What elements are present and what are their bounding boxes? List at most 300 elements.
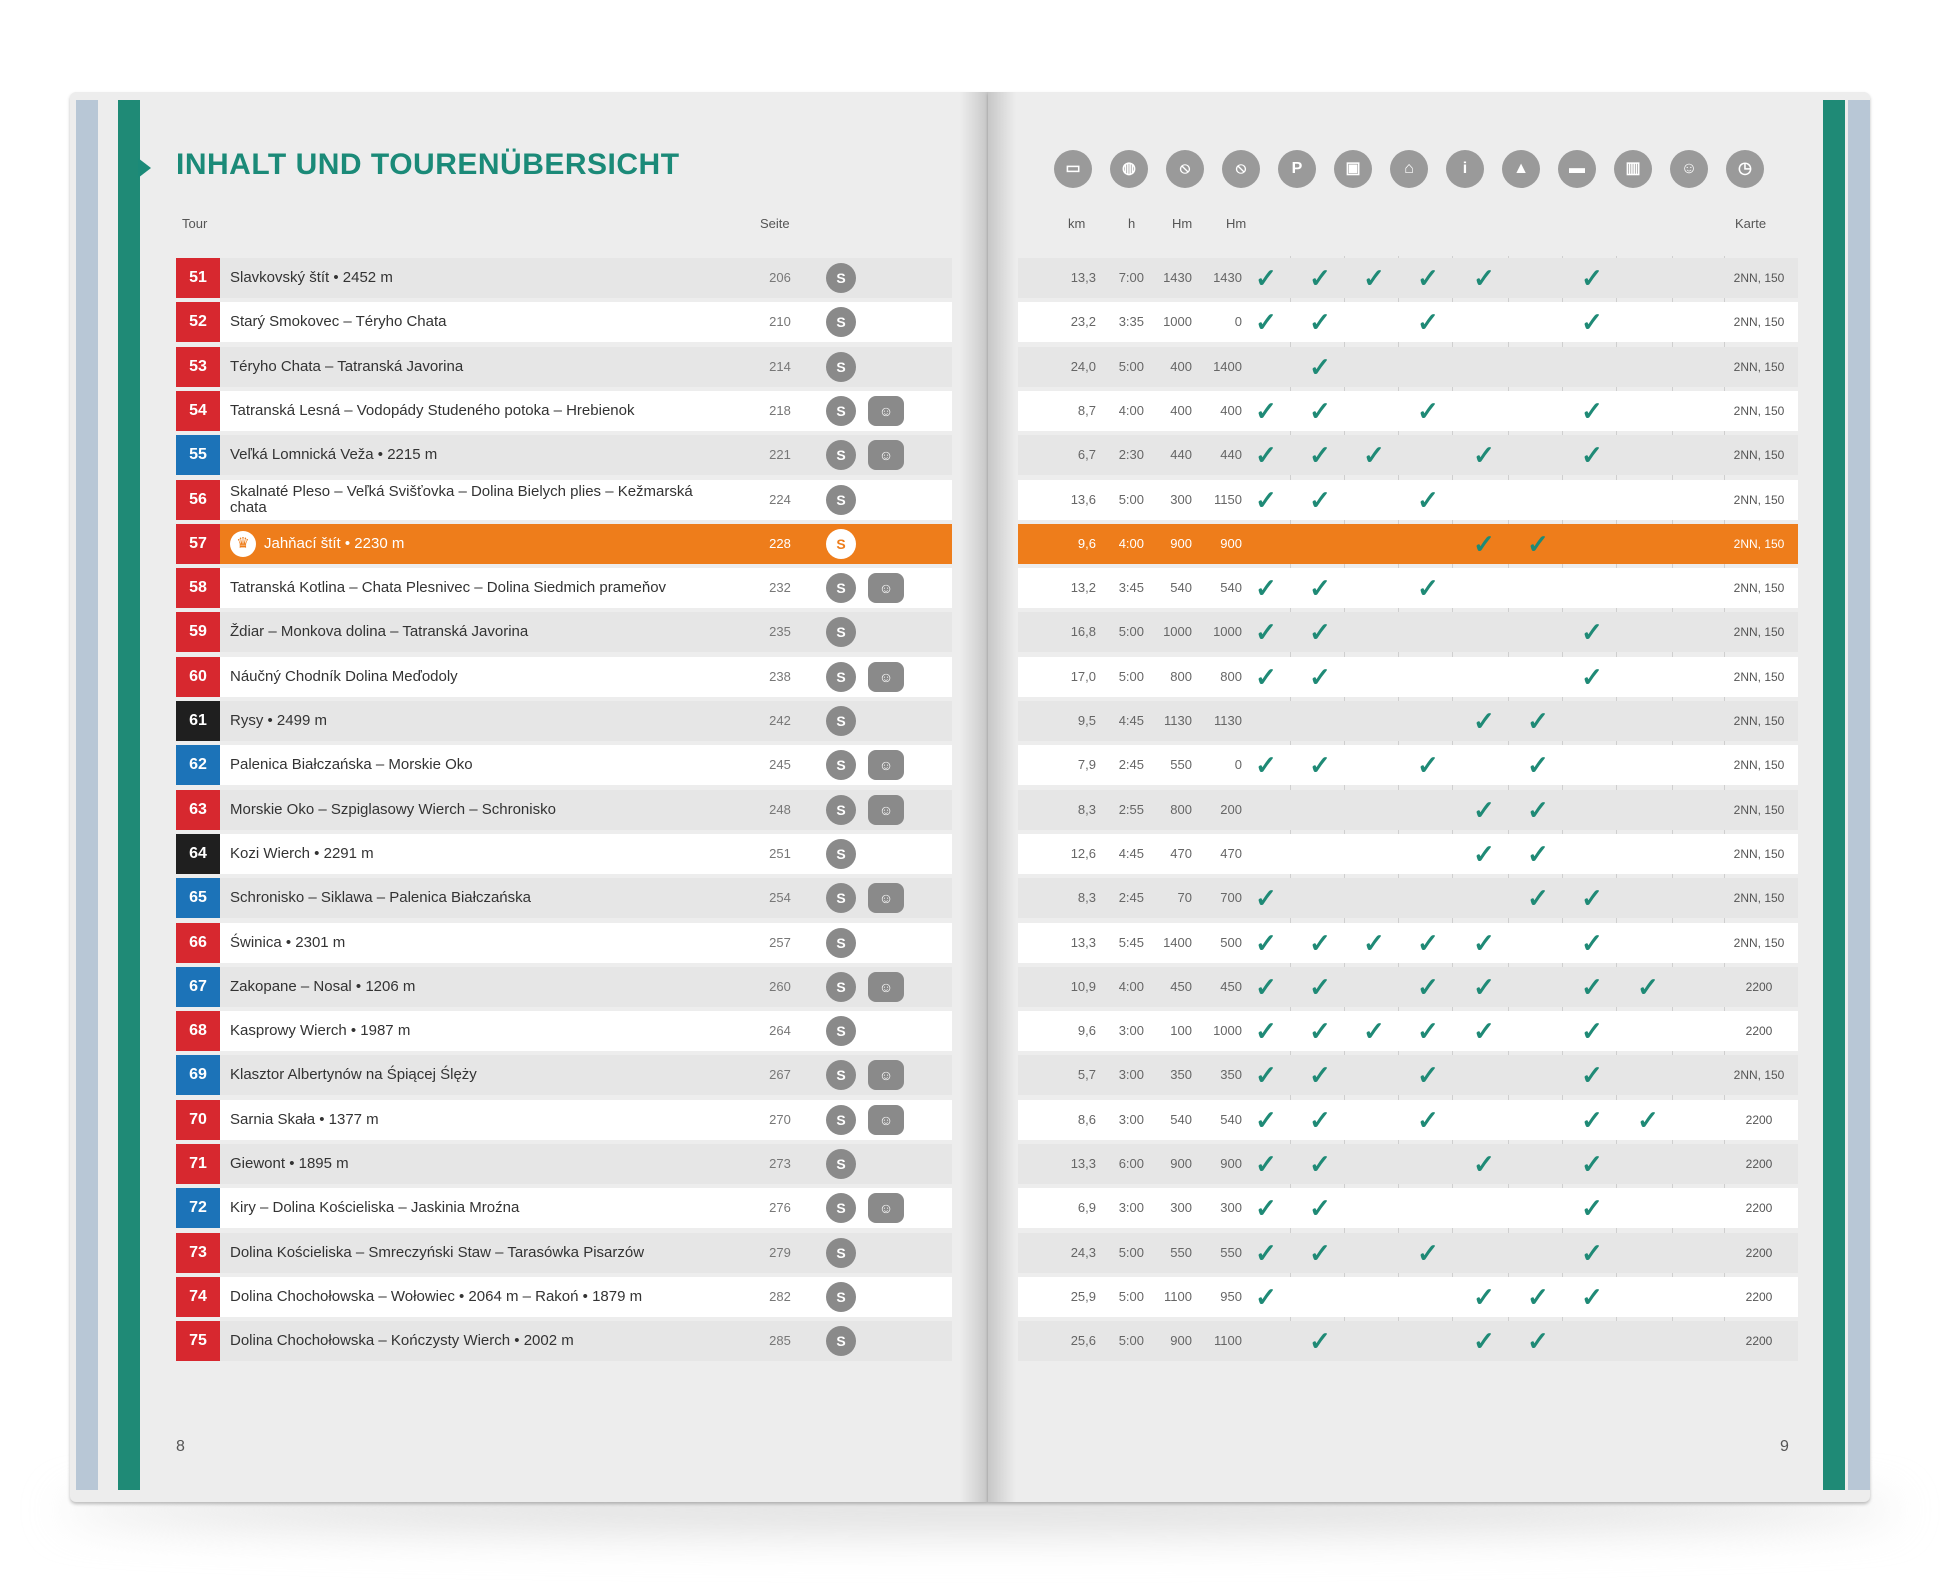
map-reference: 2200 [1745,1024,1773,1038]
duration-value: 4:00 [1118,979,1144,994]
restaurant-icon: ▥ [1614,150,1652,188]
checkmark-icon: ✓ [1255,1238,1277,1268]
col-header-hm-up: Hm [1172,216,1193,231]
tour-number: 71 [176,1144,220,1184]
tour-name [230,1055,730,1095]
tour-name-text: Rysy • 2499 m [230,712,327,729]
duration-value: 2:45 [1118,890,1144,905]
difficulty-badge-icon: S [826,1193,856,1223]
duration-value: 5:00 [1118,1333,1144,1348]
checkmark-icon: ✓ [1417,573,1439,603]
tour-number: 53 [176,347,220,387]
tour-name-text: Dolina Chochołowska – Wołowiec • 2064 m – Rakoń • 1879 m [230,1288,643,1305]
distance-value: 6,7 [1077,447,1096,462]
difficulty-badge-icon: S [826,396,856,426]
bus-icon: ▭ [1054,150,1092,188]
checkmark-icon: ✓ [1527,1282,1549,1312]
checkmark-icon: ✓ [1255,1193,1277,1223]
checkmark-icon: ✓ [1581,662,1603,692]
ascent-value: 350 [1170,1067,1192,1082]
tour-name-text: Morskie Oko – Szpiglasowy Wierch – Schronisko [230,801,556,818]
checkmark-icon: ✓ [1527,839,1549,869]
map-reference: 2200 [1745,1157,1773,1171]
ascent-value: 440 [1170,447,1192,462]
checkmark-icon: ✓ [1637,1105,1659,1135]
tour-name-text: Náučný Chodník Dolina Meďodoly [230,668,458,685]
checkmark-icon: ✓ [1309,972,1331,1002]
checkmark-icon: ✓ [1309,352,1331,382]
tour-page: 221 [769,447,791,462]
duration-value: 6:00 [1118,1156,1144,1171]
descent-value: 1000 [1213,624,1242,639]
checkmark-icon: ✓ [1309,396,1331,426]
ascent-value: 300 [1170,492,1192,507]
checkmark-icon: ✓ [1581,1105,1603,1135]
top-tour-icon: ♛ [230,531,256,557]
distance-value: 8,3 [1077,802,1096,817]
duration-value: 3:00 [1118,1112,1144,1127]
difficulty-badge-icon: S [826,1060,856,1090]
map-reference: 2200 [1745,1290,1773,1304]
tour-name-text: Veľká Lomnická Veža • 2215 m [230,446,438,463]
difficulty-badge-icon: S [826,1105,856,1135]
checkmark-icon: ✓ [1309,750,1331,780]
difficulty-badge-icon: S [826,263,856,293]
checkmark-icon: ✓ [1309,1193,1331,1223]
tour-page: 245 [769,757,791,772]
ascent-value: 300 [1170,1200,1192,1215]
checkmark-icon: ✓ [1255,1105,1277,1135]
checkmark-icon: ✓ [1255,263,1277,293]
tour-number: 72 [176,1188,220,1228]
checkmark-icon: ✓ [1309,440,1331,470]
tour-number: 75 [176,1321,220,1361]
col-header-h: h [1128,216,1136,231]
tour-number: 67 [176,967,220,1007]
duration-value: 3:45 [1118,580,1144,595]
distance-value: 10,9 [1070,979,1096,994]
checkmark-icon: ✓ [1637,972,1659,1002]
cable-car-icon: ▬ [1558,150,1596,188]
map-reference: 2NN, 150 [1733,714,1785,728]
family-badge-icon: ☺ [868,972,904,1002]
difficulty-badge-icon: S [826,706,856,736]
tour-number: 58 [176,568,220,608]
map-reference: 2NN, 150 [1733,625,1785,639]
difficulty-badge-icon: S [826,573,856,603]
family-badge-icon: ☺ [868,662,904,692]
difficulty-badge-icon: S [826,485,856,515]
tour-name-text: Giewont • 1895 m [230,1155,349,1172]
descent-value: 200 [1220,802,1242,817]
checkmark-icon: ✓ [1581,1193,1603,1223]
checkmark-icon: ✓ [1417,485,1439,515]
checkmark-icon: ✓ [1581,1060,1603,1090]
ascent-value: 1000 [1163,314,1192,329]
family-badge-icon: ☺ [868,1105,904,1135]
tour-number: 61 [176,701,220,741]
page-number-right: 9 [1780,1438,1789,1455]
map-reference: 2200 [1745,980,1773,994]
checkmark-icon: ✓ [1309,617,1331,647]
ascent-value: 550 [1170,757,1192,772]
duration-value: 7:00 [1118,270,1144,285]
checkmark-icon: ✓ [1417,750,1439,780]
map-reference: 2NN, 150 [1733,448,1785,462]
checkmark-icon: ✓ [1255,928,1277,958]
distance-value: 13,6 [1070,492,1096,507]
page-gutter [960,92,1016,1502]
tour-page: 210 [769,314,791,329]
checkmark-icon: ✓ [1309,573,1331,603]
descent-value: 1150 [1214,492,1242,507]
descent-value: 550 [1220,1245,1242,1260]
map-reference: 2200 [1745,1246,1773,1260]
tour-name-text: Dolina Kościeliska – Smreczyński Staw – Tarasówka Pisarzów [230,1244,645,1261]
difficulty-badge-icon: S [826,529,856,559]
distance-value: 7,9 [1077,757,1096,772]
checkmark-icon: ✓ [1255,396,1277,426]
tour-name-text: Starý Smokovec – Téryho Chata [230,313,447,330]
checkmark-icon: ✓ [1581,307,1603,337]
family-badge-icon: ☺ [868,883,904,913]
descent-value: 0 [1234,757,1242,772]
checkmark-icon: ✓ [1581,1282,1603,1312]
distance-value: 13,3 [1070,1156,1096,1171]
hut-icon: ⌂ [1390,150,1428,188]
tour-name [230,790,730,830]
descent-value: 1400 [1213,359,1242,374]
checkmark-icon: ✓ [1309,1016,1331,1046]
family-badge-icon: ☺ [868,1060,904,1090]
col-header-seite: Seite [760,216,790,231]
descent-value: 500 [1220,935,1242,950]
difficulty-badge-icon: S [826,839,856,869]
tour-name [230,1188,730,1228]
checkmark-icon: ✓ [1527,750,1549,780]
descent-value: 1430 [1213,270,1242,285]
descent-value: 0 [1234,314,1242,329]
checkmark-icon: ✓ [1417,1016,1439,1046]
tour-number: 69 [176,1055,220,1095]
difficulty-badge-icon: S [826,307,856,337]
map-reference: 2200 [1745,1113,1773,1127]
checkmark-icon: ✓ [1417,263,1439,293]
tour-name [230,1277,730,1317]
tour-number: 68 [176,1011,220,1051]
tour-page: 285 [769,1333,791,1348]
tour-page: 228 [769,536,791,551]
descent-value: 800 [1220,669,1242,684]
checkmark-icon: ✓ [1581,928,1603,958]
tour-number: 65 [176,878,220,918]
tour-number: 54 [176,391,220,431]
tour-page: 264 [769,1023,791,1038]
checkmark-icon: ✓ [1581,263,1603,293]
distance-value: 9,6 [1077,536,1096,551]
tour-number: 59 [176,612,220,652]
checkmark-icon: ✓ [1255,573,1277,603]
checkmark-icon: ✓ [1473,263,1495,293]
distance-value: 13,2 [1070,580,1096,595]
ascent-value: 1130 [1164,713,1192,728]
tour-page: 276 [769,1200,791,1215]
distance-value: 16,8 [1070,624,1096,639]
distance-value: 17,0 [1070,669,1096,684]
tour-name [230,391,730,431]
descent-value: 440 [1220,447,1242,462]
tour-name [230,967,730,1007]
checkmark-icon: ✓ [1581,1238,1603,1268]
checkmark-icon: ✓ [1255,440,1277,470]
tour-number: 51 [176,258,220,298]
checkmark-icon: ✓ [1309,1238,1331,1268]
descent-value: 400 [1220,403,1242,418]
col-header-hm-down: Hm [1226,216,1247,231]
duration-value: 3:00 [1118,1200,1144,1215]
checkmark-icon: ✓ [1527,883,1549,913]
map-reference: 2NN, 150 [1733,404,1785,418]
checkmark-icon: ✓ [1309,307,1331,337]
tour-page: 248 [769,802,791,817]
tour-name-text: Téryho Chata – Tatranská Javorina [230,358,464,375]
checkmark-icon: ✓ [1417,1060,1439,1090]
tour-name-text: Schronisko – Siklawa – Palenica Białczańska [230,889,531,906]
descent-value: 900 [1220,536,1242,551]
map-reference: 2NN, 150 [1733,891,1785,905]
tour-page: 279 [769,1245,791,1260]
checkmark-icon: ✓ [1581,972,1603,1002]
tour-name-text: Sarnia Skała • 1377 m [230,1111,379,1128]
tour-number: 66 [176,923,220,963]
checkmark-icon: ✓ [1255,883,1277,913]
descent-value: 700 [1220,890,1242,905]
tour-name-text: Slavkovský štít • 2452 m [230,269,393,286]
checkmark-icon: ✓ [1417,307,1439,337]
checkmark-icon: ✓ [1309,1105,1331,1135]
ascent-value: 470 [1170,846,1192,861]
checkmark-icon: ✓ [1581,440,1603,470]
tour-name-text: Świnica • 2301 m [230,934,346,951]
tour-name [230,1321,730,1361]
descent-value: 900 [1220,1156,1242,1171]
ascent-value: 540 [1170,1112,1192,1127]
ascent-value: 1000 [1163,624,1192,639]
tour-name [230,258,730,298]
tour-page: 235 [769,624,791,639]
tour-name-text: Kiry – Dolina Kościeliska – Jaskinia Mroźna [230,1199,520,1216]
checkmark-icon: ✓ [1255,1282,1277,1312]
tour-name [230,302,730,342]
duration-value: 3:00 [1118,1023,1144,1038]
checkmark-icon: ✓ [1473,795,1495,825]
tour-name-text: Jahňací štít • 2230 m [264,535,405,552]
ascent-value: 100 [1170,1023,1192,1038]
checkmark-icon: ✓ [1473,1016,1495,1046]
checkmark-icon: ✓ [1527,706,1549,736]
tour-number: 63 [176,790,220,830]
tour-name [230,1011,730,1051]
difficulty-badge-icon: S [826,795,856,825]
difficulty-badge-icon: S [826,1016,856,1046]
tour-number: 60 [176,657,220,697]
checkmark-icon: ✓ [1417,1238,1439,1268]
checkmark-icon: ✓ [1363,928,1385,958]
tour-name-text: Kasprowy Wierch • 1987 m [230,1022,411,1039]
checkmark-icon: ✓ [1417,972,1439,1002]
ascent-value: 900 [1170,1156,1192,1171]
distance-value: 24,3 [1070,1245,1096,1260]
tour-name [230,524,730,564]
tour-name [230,745,730,785]
map-reference: 2NN, 150 [1733,360,1785,374]
tour-page: 254 [769,890,791,905]
tour-number: 64 [176,834,220,874]
ascent-value: 70 [1177,890,1192,905]
map-reference: 2NN, 150 [1733,847,1785,861]
col-header-karte: Karte [1735,216,1767,231]
family-badge-icon: ☺ [868,795,904,825]
tour-page: 270 [769,1112,791,1127]
tour-name-text: Dolina Chochołowska – Kończysty Wierch • 2002 m [230,1332,574,1349]
duration-value: 5:45 [1118,935,1144,950]
tour-name [230,878,730,918]
checkmark-icon: ✓ [1309,485,1331,515]
tour-number: 57 [176,524,220,564]
tour-page: 260 [769,979,791,994]
tour-name [230,480,730,520]
distance-value: 12,6 [1070,846,1096,861]
ascent-value: 1400 [1163,935,1192,950]
map-reference: 2NN, 150 [1733,271,1785,285]
tour-name-text: Skalnaté Pleso – Veľká Svišťovka – Dolina Bielych plies – Kežmarská chata [230,483,693,516]
checkmark-icon: ✓ [1309,1149,1331,1179]
distance-value: 13,3 [1070,270,1096,285]
difficulty-badge-icon: S [826,617,856,647]
distance-value: 23,2 [1070,314,1096,329]
page-title: INHALT UND TOURENÜBERSICHT [176,148,680,181]
tour-name [230,701,730,741]
distance-value: 24,0 [1070,359,1096,374]
checkmark-icon: ✓ [1473,972,1495,1002]
ascent-value: 550 [1170,1245,1192,1260]
map-reference: 2NN, 150 [1733,936,1785,950]
tour-number: 55 [176,435,220,475]
checkmark-icon: ✓ [1417,928,1439,958]
tour-name [230,834,730,874]
page-number-left: 8 [176,1438,185,1455]
checkmark-icon: ✓ [1473,839,1495,869]
duration-value: 3:35 [1118,314,1144,329]
tour-page: 224 [769,492,791,507]
duration-value: 5:00 [1118,1245,1144,1260]
tour-number: 62 [176,745,220,785]
family-badge-icon: ☺ [868,396,904,426]
tour-name-text: Klasztor Albertynów na Śpiącej Ślęży [230,1066,477,1083]
checkmark-icon: ✓ [1255,750,1277,780]
map-reference: 2NN, 150 [1733,493,1785,507]
checkmark-icon: ✓ [1581,883,1603,913]
ascent-value: 400 [1170,359,1192,374]
train-icon: ▣ [1334,150,1372,188]
difficulty-badge-icon: S [826,972,856,1002]
checkmark-icon: ✓ [1527,795,1549,825]
checkmark-icon: ✓ [1363,1016,1385,1046]
tour-name-text: Tatranská Kotlina – Chata Plesnivec – Dolina Siedmich prameňov [230,579,667,596]
checkmark-icon: ✓ [1255,662,1277,692]
distance-value: 5,7 [1077,1067,1096,1082]
checkmark-icon: ✓ [1255,972,1277,1002]
map-reference: 2NN, 150 [1733,537,1785,551]
checkmark-icon: ✓ [1581,396,1603,426]
tour-number: 56 [176,480,220,520]
tour-page: 251 [769,846,791,861]
bike-icon: ⦸ [1166,150,1204,188]
tour-page: 218 [769,403,791,418]
col-header-km: km [1068,216,1086,231]
distance-value: 9,6 [1077,1023,1096,1038]
difficulty-badge-icon: S [826,1326,856,1356]
checkmark-icon: ✓ [1417,396,1439,426]
tour-name [230,347,730,387]
descent-value: 1130 [1214,713,1242,728]
season-icon: ◷ [1726,150,1764,188]
duration-value: 4:45 [1118,846,1144,861]
tour-name [230,1144,730,1184]
tour-name [230,657,730,697]
checkmark-icon: ✓ [1309,263,1331,293]
info-icon: i [1446,150,1484,188]
duration-value: 2:45 [1118,757,1144,772]
map-reference: 2NN, 150 [1733,803,1785,817]
duration-value: 5:00 [1118,669,1144,684]
map-reference: 2NN, 150 [1733,315,1785,329]
checkmark-icon: ✓ [1473,529,1495,559]
tour-page: 238 [769,669,791,684]
difficulty-badge-icon: S [826,440,856,470]
distance-value: 13,3 [1070,935,1096,950]
tour-page: 242 [769,713,791,728]
tour-page: 214 [769,359,791,374]
checkmark-icon: ✓ [1363,440,1385,470]
map-reference: 2NN, 150 [1733,758,1785,772]
difficulty-badge-icon: S [826,352,856,382]
descent-value: 450 [1220,979,1242,994]
distance-value: 9,5 [1077,713,1096,728]
duration-value: 2:55 [1118,802,1144,817]
tour-name-text: Tatranská Lesná – Vodopády Studeného potoka – Hrebienok [230,402,635,419]
checkmark-icon: ✓ [1473,1149,1495,1179]
tour-name-text: Ždiar – Monkova dolina – Tatranská Javorina [230,623,529,640]
difficulty-badge-icon: S [826,750,856,780]
checkmark-icon: ✓ [1417,1105,1439,1135]
duration-value: 2:30 [1118,447,1144,462]
checkmark-icon: ✓ [1473,440,1495,470]
no-bike-icon: ⦸ [1222,150,1260,188]
ascent-value: 400 [1170,403,1192,418]
descent-value: 540 [1220,580,1242,595]
tour-number: 73 [176,1233,220,1273]
ascent-value: 540 [1170,580,1192,595]
map-reference: 2NN, 150 [1733,1068,1785,1082]
distance-value: 6,9 [1077,1200,1096,1215]
checkmark-icon: ✓ [1255,1016,1277,1046]
summit-icon: ▲ [1502,150,1540,188]
checkmark-icon: ✓ [1473,928,1495,958]
descent-value: 300 [1220,1200,1242,1215]
tour-name [230,923,730,963]
tour-number: 74 [176,1277,220,1317]
